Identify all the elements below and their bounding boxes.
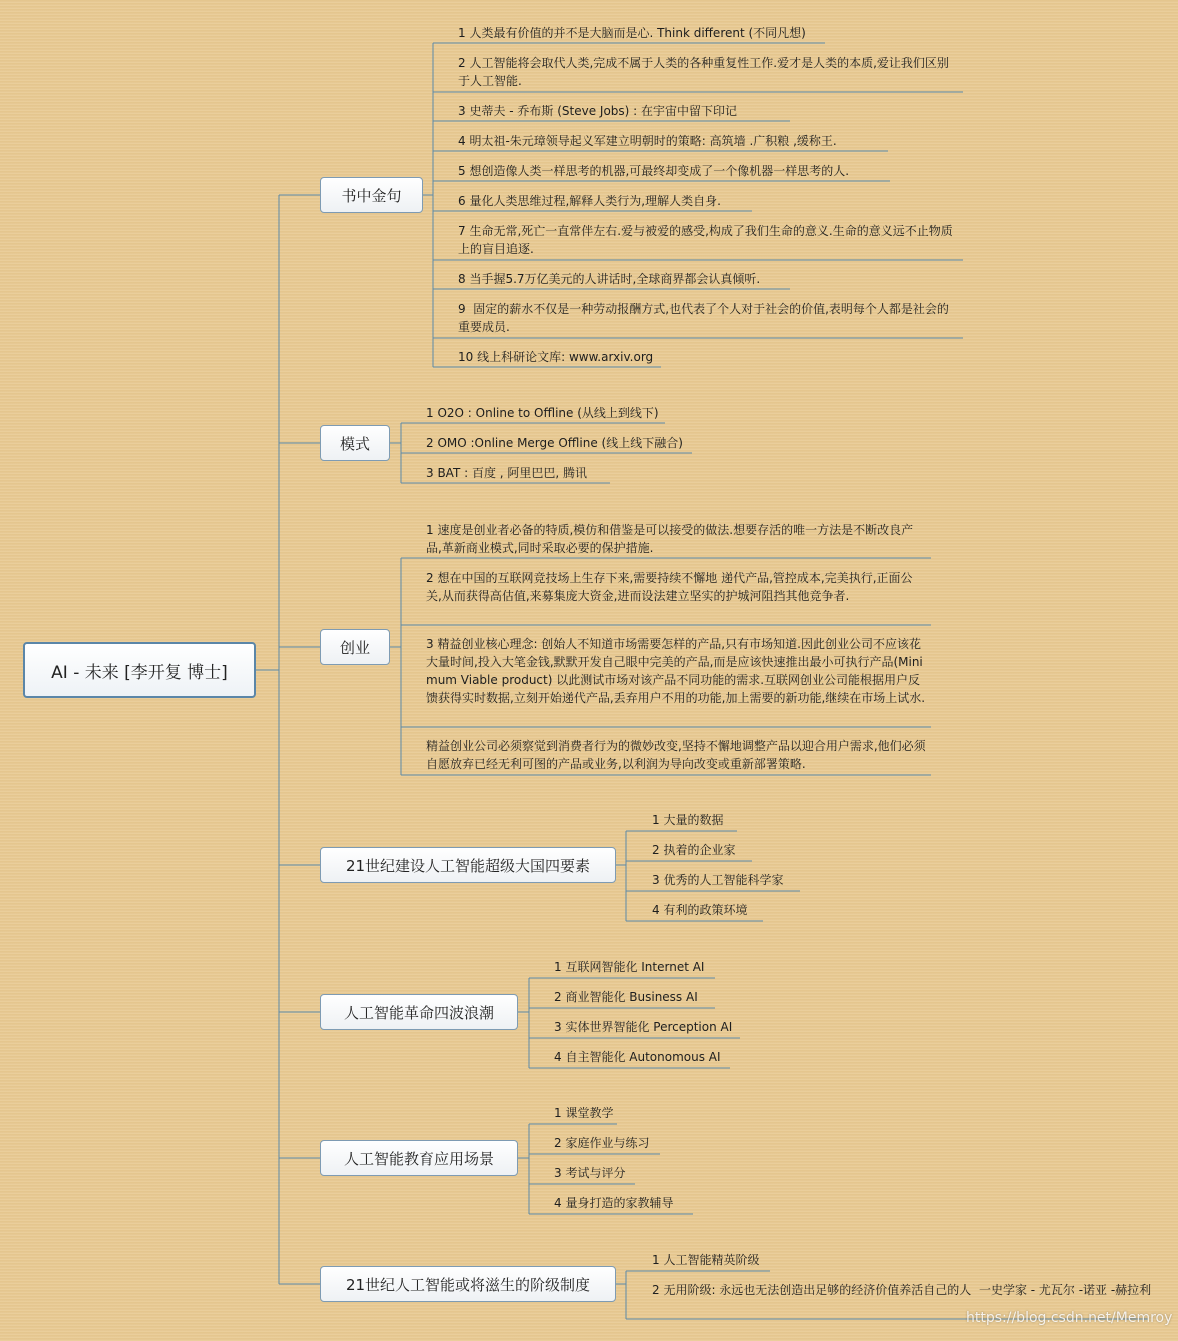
leaf-item[interactable]: 精益创业公司必须察觉到消费者行为的微妙改变,坚持不懈地调整产品以迎合用户需求,他们必须自愿放弃已经无利可图的产品或业务,以利润为导向改变或重新部署策略. — [426, 739, 926, 771]
leaf-item[interactable]: 3 考试与评分 — [554, 1166, 626, 1180]
leaf-item[interactable]: 2 执着的企业家 — [652, 843, 736, 857]
leaf-item[interactable]: 2 人工智能将会取代人类,完成不属于人类的各种重复性工作.爱才是人类的本质,爱让我们区别于人工智能. — [458, 56, 949, 88]
leaf-item[interactable]: 8 当手握5.7万亿美元的人讲话时,全球商界都会认真倾听. — [458, 272, 761, 286]
leaf-item[interactable]: 1 O2O : Online to Offline (从线上到线下) — [426, 406, 659, 420]
leaf-item[interactable]: 2 无用阶级: 永远也无法创造出足够的经济价值养活自己的人 一史学家 - 尤瓦尔 -诺亚 -赫拉利 — [652, 1283, 1152, 1297]
leaf-item[interactable]: 1 人类最有价值的并不是大脑而是心. Think different (不同凡想) — [458, 26, 806, 40]
leaf-item[interactable]: 3 史蒂夫 - 乔布斯 (Steve Jobs) : 在宇宙中留下印记 — [458, 104, 738, 118]
leaf-item[interactable]: 1 课堂教学 — [554, 1106, 614, 1120]
branch-class-system[interactable]: 21世纪人工智能或将滋生的阶级制度 — [320, 1266, 616, 1302]
leaf-item[interactable]: 5 想创造像人类一样思考的机器,可最终却变成了一个像机器一样思考的人. — [458, 164, 850, 178]
leaf-item[interactable]: 4 有利的政策环境 — [652, 903, 748, 917]
leaf-item[interactable]: 6 量化人类思维过程,解释人类行为,理解人类自身. — [458, 194, 721, 208]
leaf-item[interactable]: 3 优秀的人工智能科学家 — [652, 873, 784, 887]
branch-four-elements[interactable]: 21世纪建设人工智能超级大国四要素 — [320, 847, 616, 883]
leaf-item[interactable]: 1 速度是创业者必备的特质,模仿和借鉴是可以接受的做法.想要存活的唯一方法是不断改良产品,革新商业模式,同时采取必要的保护措施. — [426, 523, 914, 555]
branch-four-waves[interactable]: 人工智能革命四波浪潮 — [320, 994, 518, 1030]
leaf-item[interactable]: 1 人工智能精英阶级 — [652, 1253, 760, 1267]
leaf-item[interactable]: 9 固定的薪水不仅是一种劳动报酬方式,也代表了个人对于社会的价值,表明每个人都是社会的重要成员. — [458, 302, 949, 334]
leaf-item[interactable]: 4 自主智能化 Autonomous AI — [554, 1050, 721, 1064]
leaf-item[interactable]: 4 明太祖-朱元璋领导起义军建立明朝时的策略: 高筑墙 .广积粮 ,缓称王. — [458, 134, 837, 148]
leaf-item[interactable]: 3 实体世界智能化 Perception AI — [554, 1020, 733, 1034]
leaf-item[interactable]: 3 BAT : 百度 , 阿里巴巴, 腾讯 — [426, 466, 588, 480]
branch-startup[interactable]: 创业 — [320, 629, 390, 665]
branch-education[interactable]: 人工智能教育应用场景 — [320, 1140, 518, 1176]
leaf-item[interactable]: 2 OMO :Online Merge Offline (线上线下融合) — [426, 436, 683, 450]
leaf-item[interactable]: 2 家庭作业与练习 — [554, 1136, 650, 1150]
leaf-item[interactable]: 2 商业智能化 Business AI — [554, 990, 698, 1004]
leaf-item[interactable]: 3 精益创业核心理念: 创始人不知道市场需要怎样的产品,只有市场知道.因此创业公司不应该花大量时间,投入大笔金钱,默默开发自己眼中完美的产品,而是应该快速推出最小可执行产品(Minimum Viable product) 以此测试市场对该产品不同功能的需求.互联网创业公司能根据用户反馈获得实时数据,立刻开始递代产品,丢弃用户不用的功能,加上需要的新功能,继续在市场上试水. — [426, 637, 926, 705]
leaf-item[interactable]: 7 生命无常,死亡一直常伴左右.爱与被爱的感受,构成了我们生命的意义.生命的意义远不止物质上的盲目追逐. — [458, 224, 953, 256]
leaf-item[interactable]: 4 量身打造的家教辅导 — [554, 1196, 674, 1210]
watermark: https://blog.csdn.net/Memroy — [966, 1310, 1173, 1326]
leaf-item[interactable]: 10 线上科研论文库: www.arxiv.org — [458, 350, 654, 364]
leaf-item[interactable]: 1 大量的数据 — [652, 813, 724, 827]
branch-models[interactable]: 模式 — [320, 425, 390, 461]
branch-quotes[interactable]: 书中金句 — [320, 177, 423, 213]
root-topic[interactable]: AI - 未来 [李开复 博士] — [23, 642, 256, 698]
leaf-item[interactable]: 2 想在中国的互联网竞技场上生存下来,需要持续不懈地 递代产品,管控成本,完美执行,正面公关,从而获得高估值,来募集庞大资金,进而设法建立坚实的护城河阻挡其他竞争者. — [426, 571, 913, 603]
leaf-item[interactable]: 1 互联网智能化 Internet AI — [554, 960, 705, 974]
